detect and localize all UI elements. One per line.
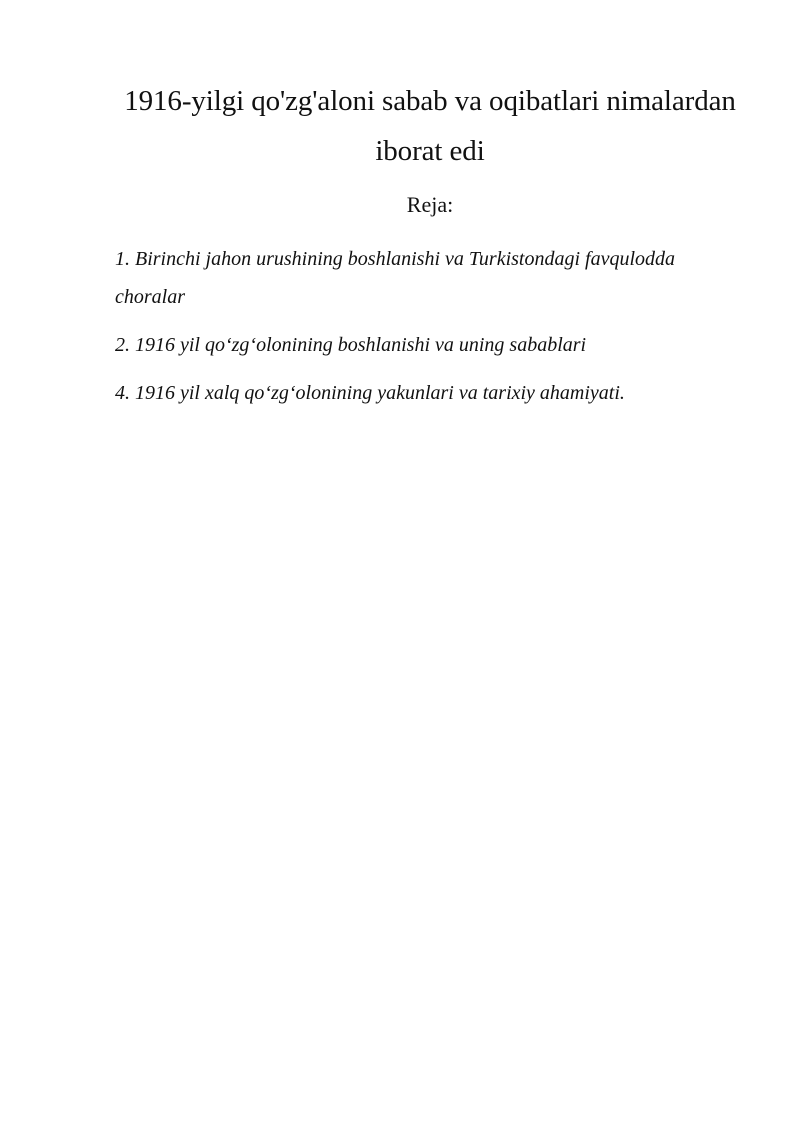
plan-list: [115, 240, 735, 422]
plan-heading: Reja:: [406, 192, 454, 217]
document-title: 1916-yilgi qo'zg'aloni sabab va oqibatlari nimalardan iborat edi: [124, 85, 736, 167]
plan-item-3: 4. 1916 yil xalq qo‘zg‘olonining yakunlari va tarixiy ahamiyati.: [115, 382, 625, 404]
plan-item-2: 2. 1916 yil qo‘zg‘olonining boshlanishi va uning sabablari: [115, 334, 587, 356]
plan-item-1: 1. Birinchi jahon urushining boshlanishi va Turkistondagi favqulodda choralar: [115, 248, 676, 308]
